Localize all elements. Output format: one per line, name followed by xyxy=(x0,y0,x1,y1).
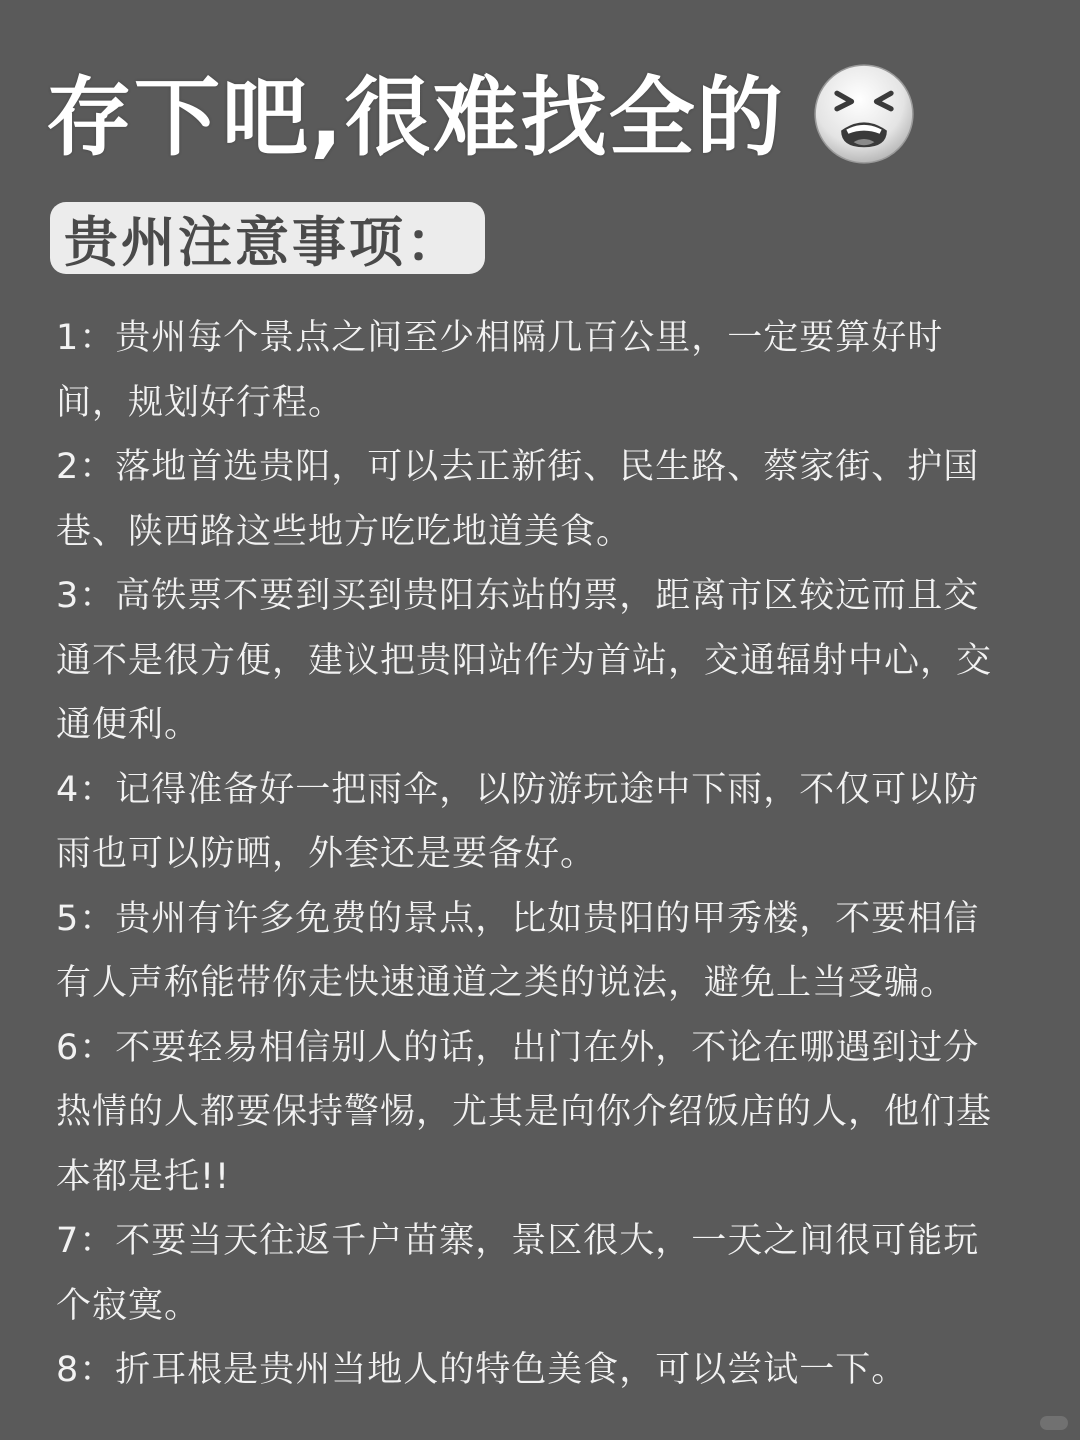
tip-item-6: 6：不要轻易相信别人的话，出门在外，不论在哪遇到过分热情的人都要保持警惕，尤其是向你介绍饭店的人，他们基本都是托!! xyxy=(56,1027,993,1197)
tip-item-7: 7：不要当天往返千户苗寨，景区很大，一天之间很可能玩个寂寞。 xyxy=(56,1221,980,1326)
page-title: 存下吧,很难找全的 xyxy=(46,68,785,168)
section-heading-label: 贵州注意事项： xyxy=(64,210,463,274)
watermark-logo xyxy=(1040,1416,1068,1430)
tip-item-1: 1：贵州每个景点之间至少相隔几百公里，一定要算好时间，规划好行程。 xyxy=(56,318,944,423)
section-heading xyxy=(50,202,485,274)
tired-face-icon xyxy=(812,62,916,166)
tip-item-5: 5：贵州有许多免费的景点，比如贵阳的甲秀楼，不要相信有人声称能带你走快速通道之类的说法，避免上当受骗。 xyxy=(56,898,980,1003)
tip-item-2: 2：落地首选贵阳，可以去正新街、民生路、蔡家街、护国巷、陕西路这些地方吃吃地道美食。 xyxy=(56,447,980,552)
tip-item-3: 3：高铁票不要到买到贵阳东站的票，距离市区较远而且交通不是很方便，建议把贵阳站作为首站，交通辐射中心，交通便利。 xyxy=(56,576,993,745)
tips-list xyxy=(56,306,1006,1403)
tip-item-4: 4：记得准备好一把雨伞，以防游玩途中下雨，不仅可以防雨也可以防晒，外套还是要备好。 xyxy=(56,769,980,874)
tip-item-8: 8：折耳根是贵州当地人的特色美食，可以尝试一下。 xyxy=(56,1350,908,1390)
